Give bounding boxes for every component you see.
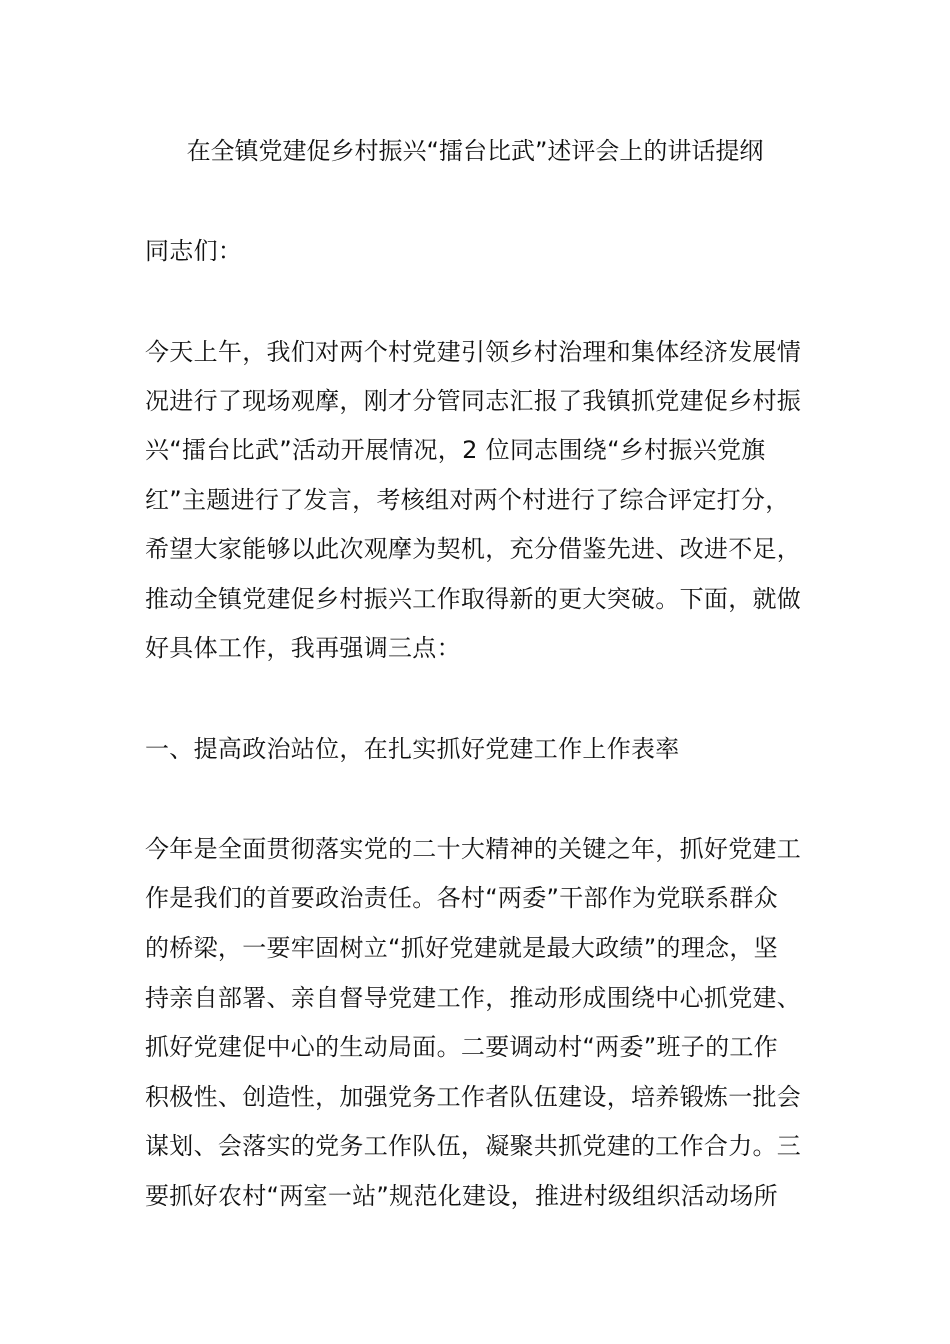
intro-line-2: 况进行了现场观摩，刚才分管同志汇报了我镇抓党建促乡村振	[145, 387, 802, 415]
intro-line-7: 好具体工作，我再强调三点：	[145, 634, 461, 662]
intro-line-3: 兴“擂台比武”活动开展情况，2 位同志围绕“乡村振兴党旗	[145, 436, 766, 464]
intro-line-1: 今天上午，我们对两个村党建引领乡村治理和集体经济发展情	[145, 338, 802, 366]
section-1-line-7: 谋划、会落实的党务工作队伍，凝聚共抓党建的工作合力。三	[145, 1132, 802, 1160]
section-1-heading: 一、提高政治站位，在扎实抓好党建工作上作表率	[145, 735, 680, 763]
section-1-line-8: 要抓好农村“两室一站”规范化建设，推进村级组织活动场所	[145, 1182, 778, 1210]
intro-line-6: 推动全镇党建促乡村振兴工作取得新的更大突破。下面，就做	[145, 585, 802, 613]
intro-line-5: 希望大家能够以此次观摩为契机，充分借鉴先进、改进不足，	[145, 535, 802, 563]
section-1-line-5: 抓好党建促中心的生动局面。二要调动村“两委”班子的工作	[145, 1033, 778, 1061]
section-1-line-1: 今年是全面贯彻落实党的二十大精神的关键之年，抓好党建工	[145, 835, 802, 863]
section-1-line-4: 持亲自部署、亲自督导党建工作，推动形成围绕中心抓党建、	[145, 984, 802, 1012]
salutation: 同志们：	[145, 237, 243, 265]
document-title: 在全镇党建促乡村振兴“擂台比武”述评会上的讲话提纲	[186, 137, 764, 165]
section-1-line-6: 积极性、创造性，加强党务工作者队伍建设，培养锻炼一批会	[145, 1083, 802, 1111]
section-1-line-2: 作是我们的首要政治责任。各村“两委”干部作为党联系群众	[145, 884, 778, 912]
section-1-line-3: 的桥梁，一要牢固树立“抓好党建就是最大政绩”的理念，坚	[145, 934, 778, 962]
intro-line-4: 红”主题进行了发言，考核组对两个村进行了综合评定打分，	[145, 486, 790, 514]
